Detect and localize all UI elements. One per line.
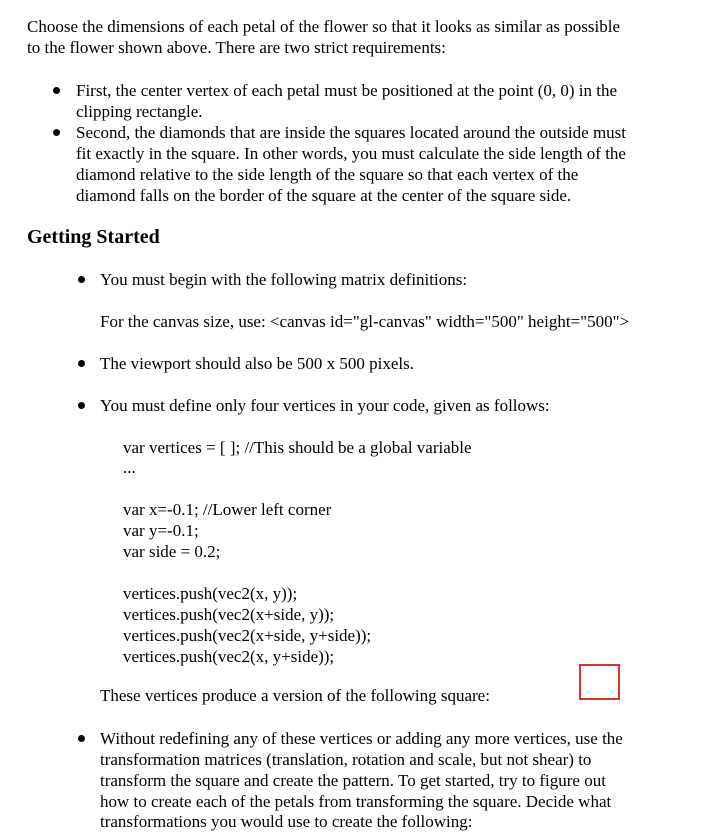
square-note: These vertices produce a version of the following square:	[100, 686, 490, 705]
step-text: transformation matrices (translation, rotation and scale, but not shear) to	[100, 750, 592, 769]
code-line: vertices.push(vec2(x, y));	[123, 584, 298, 603]
code-line: var side = 0.2;	[123, 542, 221, 561]
requirement-line: diamond relative to the side length of the square so that each vertex of the	[76, 165, 579, 184]
bullet-icon	[78, 402, 85, 409]
canvas-note: For the canvas size, use: <canvas id="gl-canvas" width="500" height="500">	[100, 312, 630, 331]
step-text: transform the square and create the pattern. To get started, try to figure out	[100, 771, 606, 790]
step-text: Without redefining any of these vertices or adding any more vertices, use the	[100, 729, 623, 748]
requirement-line: First, the center vertex of each petal must be positioned at the point (0, 0) in the	[76, 81, 618, 100]
bullet-icon	[78, 276, 85, 283]
bullet-icon	[78, 735, 85, 742]
code-line: vertices.push(vec2(x, y+side));	[123, 647, 335, 666]
bullet-icon	[53, 129, 60, 136]
code-line: var vertices = [ ]; //This should be a global variable	[123, 438, 472, 457]
code-ellipsis: ...	[123, 458, 136, 477]
code-line: vertices.push(vec2(x+side, y+side));	[123, 626, 372, 645]
requirement-line: diamond falls on the border of the square at the center of the square side.	[76, 186, 572, 205]
section-heading: Getting Started	[27, 226, 160, 248]
code-line: var y=-0.1;	[123, 521, 199, 540]
bullet-icon	[53, 87, 60, 94]
step-text: You must define only four vertices in your code, given as follows:	[100, 396, 550, 415]
red-square-figure	[579, 664, 620, 700]
step-text: You must begin with the following matrix definitions:	[100, 270, 468, 289]
bullet-icon	[78, 360, 85, 367]
requirement-line: clipping rectangle.	[76, 102, 203, 121]
intro-line: to the flower shown above. There are two strict requirements:	[27, 38, 446, 57]
step-text: how to create each of the petals from transforming the square. Decide what	[100, 792, 612, 811]
code-line: var x=-0.1; //Lower left corner	[123, 500, 332, 519]
requirement-line: Second, the diamonds that are inside the squares located around the outside must	[76, 123, 627, 142]
code-line: vertices.push(vec2(x+side, y));	[123, 605, 335, 624]
intro-line: Choose the dimensions of each petal of the flower so that it looks as similar as possible	[27, 17, 620, 36]
requirement-line: fit exactly in the square. In other words, you must calculate the side length of the	[76, 144, 626, 163]
step-text: transformations you would use to create the following:	[100, 812, 473, 831]
step-text: The viewport should also be 500 x 500 pixels.	[100, 354, 414, 373]
